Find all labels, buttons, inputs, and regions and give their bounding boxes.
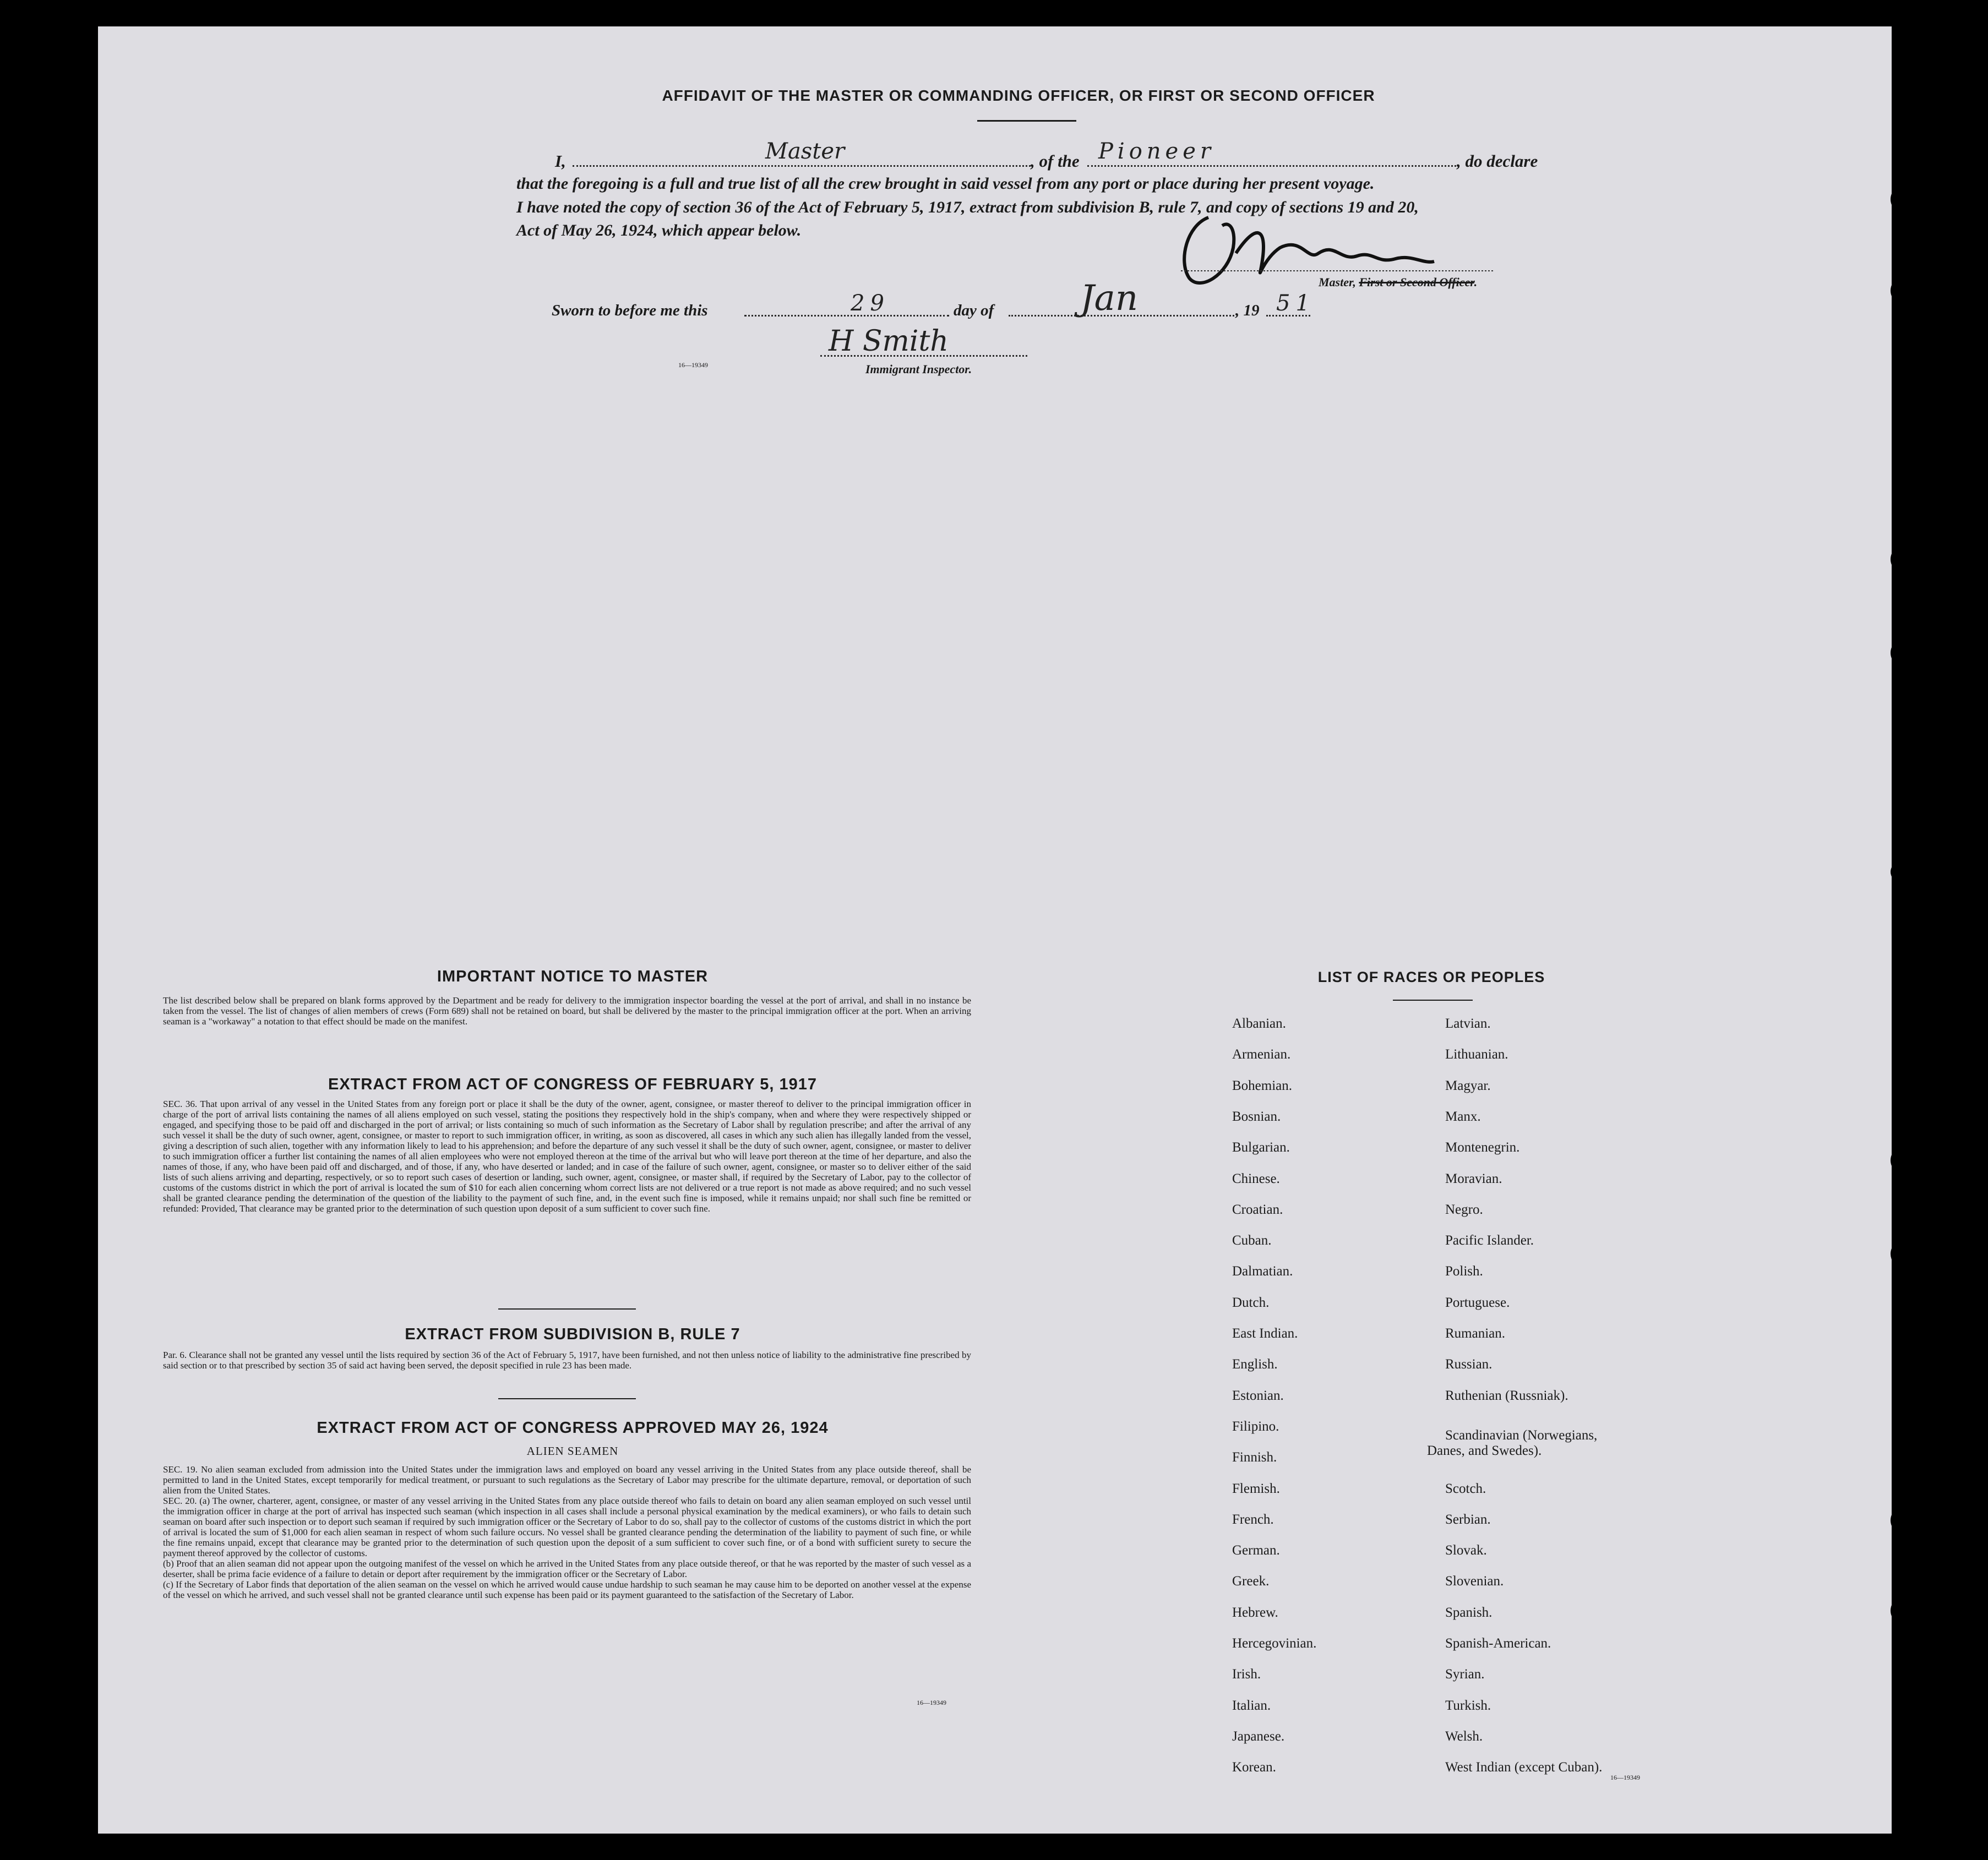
- extract-1924-body: [163, 1464, 971, 1600]
- punch-hole: [1891, 185, 1919, 214]
- race-item: Dutch.: [1232, 1295, 1270, 1310]
- race-item: Estonian.: [1232, 1388, 1284, 1403]
- race-item: Japanese.: [1232, 1728, 1285, 1744]
- inspector-line: [820, 355, 1027, 357]
- extract-rule7-title: EXTRACT FROM SUBDIVISION B, RULE 7: [405, 1326, 740, 1343]
- extract-1924-title: EXTRACT FROM ACT OF CONGRESS APPROVED MAY 26, 1924: [317, 1419, 829, 1437]
- race-item: Montenegrin.: [1445, 1140, 1520, 1155]
- race-item: Bosnian.: [1232, 1109, 1281, 1124]
- punch-hole: [1891, 861, 1911, 882]
- sworn-month-value: Jan: [1080, 278, 1139, 319]
- form-number: 16—19349: [917, 1699, 946, 1706]
- extract-rule7-text: Par. 6. Clearance shall not be granted any vessel until the lists required by section 36 of the Act of February 5, 1917, have been furnished, and not then unless notice of liability to the administrative fine prescribed by said section or to that prescribed by section 35 of said act having been served, the deposit specified in rule 23 has been made.: [163, 1350, 971, 1371]
- race-item: Spanish-American.: [1445, 1636, 1551, 1651]
- i-label: I,: [555, 151, 566, 171]
- race-item: Welsh.: [1445, 1728, 1483, 1744]
- signature-caption-master: Master,: [1319, 275, 1356, 289]
- race-item: Scandinavian (Norwegians,: [1445, 1428, 1598, 1443]
- race-item: Irish.: [1232, 1667, 1261, 1682]
- sworn-day-line: [744, 315, 949, 317]
- race-item: Albanian.: [1232, 1016, 1286, 1031]
- punch-hole: [1891, 1596, 1919, 1625]
- year-prefix: , 19: [1235, 302, 1260, 319]
- vessel-field-line: [1087, 165, 1456, 167]
- race-item: Polish.: [1445, 1264, 1483, 1279]
- affidavit-line-3: I have noted the copy of section 36 of the Act of February 5, 1917, extract from subdivision B, rule 7, and copy of sections 19 and 20,: [516, 198, 1419, 216]
- race-item: Dalmatian.: [1232, 1264, 1293, 1279]
- race-item: Finnish.: [1232, 1450, 1277, 1465]
- affidavit-line-2: that the foregoing is a full and true list of all the crew brought in said vessel from any port or place during her present voyage.: [516, 174, 1375, 193]
- year-value: 51: [1276, 291, 1315, 316]
- inspector-signature: H Smith: [829, 325, 949, 358]
- form-number: 16—19349: [1610, 1774, 1640, 1781]
- race-item: Scotch.: [1445, 1481, 1486, 1496]
- race-item: Spanish.: [1445, 1605, 1493, 1620]
- race-item: Serbian.: [1445, 1512, 1491, 1527]
- inspector-caption: Immigrant Inspector.: [865, 362, 972, 376]
- divider: [1393, 1000, 1473, 1001]
- punch-hole: [1891, 1506, 1919, 1535]
- master-field-value: Master: [765, 139, 845, 164]
- race-item: Latvian.: [1445, 1016, 1491, 1031]
- sec19-text: SEC. 19. No alien seaman excluded from admission into the United States under the immigration laws and employed on board any vessel arriving in the United States from any place outside thereof, shall be permitted to land in the United States, except temporarily for medical treatment, or pursuant to such regulations as the Secretary of Labor may prescribe for the ultimate departure, removal, or deportation of such alien from the United States.: [163, 1464, 971, 1496]
- punch-hole: [1891, 1240, 1919, 1268]
- signature-caption-struck: First or Second Officer: [1359, 275, 1474, 289]
- race-item: French.: [1232, 1512, 1274, 1527]
- sec20c-text: (c) If the Secretary of Labor finds that deportation of the alien seaman on the vessel on which he arrived would cause undue hardship to such seaman he may cause him to be deported on another vessel at the expense of the vessel on which he arrived, and such vessel shall not be granted clearance until such expense has been paid or its payment guaranteed to the satisfaction of the Secretary of Labor.: [163, 1579, 971, 1600]
- race-item: Turkish.: [1445, 1698, 1491, 1713]
- race-scandinavian-cont: Danes, and Swedes).: [1427, 1443, 1542, 1458]
- race-item: Hebrew.: [1232, 1605, 1278, 1620]
- of-the-label: , of the: [1031, 151, 1080, 171]
- vessel-field-value: Pioneer: [1098, 139, 1216, 164]
- race-item: East Indian.: [1232, 1326, 1298, 1341]
- race-item: Hercegovinian.: [1232, 1636, 1317, 1651]
- race-item: Slovak.: [1445, 1543, 1487, 1558]
- races-title: LIST OF RACES OR PEOPLES: [1317, 969, 1545, 985]
- affidavit-title: AFFIDAVIT OF THE MASTER OR COMMANDING OFFICER, OR FIRST OR SECOND OFFICER: [662, 87, 1375, 104]
- race-item: German.: [1232, 1543, 1280, 1558]
- race-item: Russian.: [1445, 1357, 1493, 1372]
- signature-caption: Master, First or Second Officer.: [1319, 275, 1478, 289]
- punch-hole: [1891, 1146, 1919, 1175]
- race-item: Portuguese.: [1445, 1295, 1510, 1310]
- race-item: Chinese.: [1232, 1171, 1280, 1186]
- race-item: Slovenian.: [1445, 1574, 1504, 1589]
- form-number: 16—19349: [678, 361, 708, 369]
- race-item: Manx.: [1445, 1109, 1481, 1124]
- punch-hole: [1891, 276, 1919, 305]
- race-item: Pacific Islander.: [1445, 1233, 1534, 1248]
- race-item: English.: [1232, 1357, 1278, 1372]
- master-field-line: [573, 165, 1031, 167]
- race-item: Armenian.: [1232, 1047, 1291, 1062]
- race-item: Filipino.: [1232, 1419, 1279, 1434]
- race-item: Cuban.: [1232, 1233, 1272, 1248]
- do-declare-label: , do declare: [1457, 151, 1538, 171]
- race-item: Lithuanian.: [1445, 1047, 1508, 1062]
- race-item: West Indian (except Cuban).: [1445, 1760, 1603, 1775]
- punch-hole: [1891, 545, 1919, 574]
- race-item: Moravian.: [1445, 1171, 1502, 1186]
- race-item: Rumanian.: [1445, 1326, 1506, 1341]
- affidavit-line-4: Act of May 26, 1924, which appear below.: [516, 221, 802, 239]
- extract-1917-text: SEC. 36. That upon arrival of any vessel in the United States from any foreign port or place it shall be the duty of the owner, agent, consignee, or master thereof to deliver to the principal immigration officer in charge of the port of arrival lists containing the names of all aliens employed on such vessel, stating the positions they respectively hold in the ship's company, when and where they were respectively shipped or engaged, and specifying those to be paid off and discharged in the port of arrival; or lists containing so much of such information as the Secretary of Labor shall by regulation prescribe; and after the arrival of any such vessel it shall be the duty of such owner, agent, consignee, or master to report to such immigration officer, in writing, as soon as discovered, all cases in which any such alien has illegally landed from the vessel, giving a description of such alien, together with any information likely to lead to his apprehension; and before the departure of any such vessel it shall be the duty of such owner, agent, consignee, or master to deliver to such immigration officer a further list containing the names of all alien employees who were not employed thereon at the time of the arrival but who will leave port thereon at the time of her departure, and also the names of those, if any, who have been paid off and discharged, and of those, if any, who have deserted or landed; and in case of the failure of such owner, agent, consignee, or master so to deliver either of the said lists of such aliens arriving and departing, respectively, or so to report such cases of desertion or landing, such owner, agent, consignee, or master shall, if required by the Secretary of Labor, pay to the collector of customs of the customs district in which the port of arrival is located the sum of $10 for each alien concerning whom correct lists are not delivered or a true report is not made as above required; and no such vessel shall be granted clearance pending the determination of the question of the liability to the payment of such fine, and, in the event such fine is imposed, while it remains unpaid; nor shall such fine be remitted or refunded: Provided, That clearance may be granted prior to the determination of such question upon deposit of a sum sufficient to cover such fine.: [163, 1099, 971, 1214]
- divider: [498, 1398, 636, 1399]
- race-item: Ruthenian (Russniak).: [1445, 1388, 1568, 1403]
- race-item: Croatian.: [1232, 1202, 1283, 1217]
- day-of-label: day of: [954, 302, 994, 319]
- race-item: Flemish.: [1232, 1481, 1280, 1496]
- sworn-day-value: 29: [851, 291, 890, 316]
- race-item: Korean.: [1232, 1760, 1276, 1775]
- extract-1924-subtitle: ALIEN SEAMEN: [526, 1444, 619, 1458]
- race-item: Italian.: [1232, 1698, 1271, 1713]
- extract-1917-title: EXTRACT FROM ACT OF CONGRESS OF FEBRUARY 5, 1917: [328, 1076, 818, 1093]
- race-item: Bohemian.: [1232, 1078, 1293, 1093]
- notice-text: The list described below shall be prepared on blank forms approved by the Department and be ready for delivery to the immigration inspector boarding the vessel at the port of arrival, and shall in no instance be taken from the vessel. The list of changes of alien members of crews (Form 689) shall not be retained on board, but shall be delivered by the master to the principal immigration officer at the port. When an arriving seaman is a "workaway" a notation to that effect should be made on the manifest.: [163, 995, 971, 1027]
- race-item: Greek.: [1232, 1574, 1270, 1589]
- divider: [977, 120, 1076, 122]
- sworn-label: Sworn to before me this: [552, 302, 708, 319]
- notice-title: IMPORTANT NOTICE TO MASTER: [437, 968, 709, 985]
- sec20b-text: (b) Proof that an alien seaman did not appear upon the outgoing manifest of the vessel on which he arrived in the United States from any place outside thereof, or that he was reported by the master of such vessel as a deserter, shall be prima facie evidence of a failure to detain or deport after requirement by the immigration officer or the Secretary of Labor.: [163, 1558, 971, 1579]
- race-item: Magyar.: [1445, 1078, 1491, 1093]
- race-item: Bulgarian.: [1232, 1140, 1290, 1155]
- punch-hole: [1891, 639, 1919, 667]
- divider: [498, 1308, 636, 1310]
- race-item: Syrian.: [1445, 1667, 1485, 1682]
- sec20a-text: SEC. 20. (a) The owner, charterer, agent, consignee, or master of any vessel arriving in the United States from any place outside thereof who fails to detain on board any alien seaman employed on such vessel until the immigration officer in charge at the port of arrival has inspected such seaman (which inspection in all cases shall include a personal physical examination by the medical examiners), or who fails to detain such seaman on board after such inspection or to deport such seaman if required by such immigration officer or the Secretary of Labor to do so, shall pay to the collector of customs of the customs district in which the port of arrival is located the sum of $1,000 for each alien seaman in respect of whom such failure occurs. No vessel shall be granted clearance pending the determination of the liability to payment of such fine, or while the fine remains unpaid, except that clearance may be granted prior to the determination of such question upon the deposit of a sum sufficient to cover such fine, or of a bond with sufficient surety to secure the payment thereof approved by the collector of customs.: [163, 1496, 971, 1558]
- race-item: Negro.: [1445, 1202, 1483, 1217]
